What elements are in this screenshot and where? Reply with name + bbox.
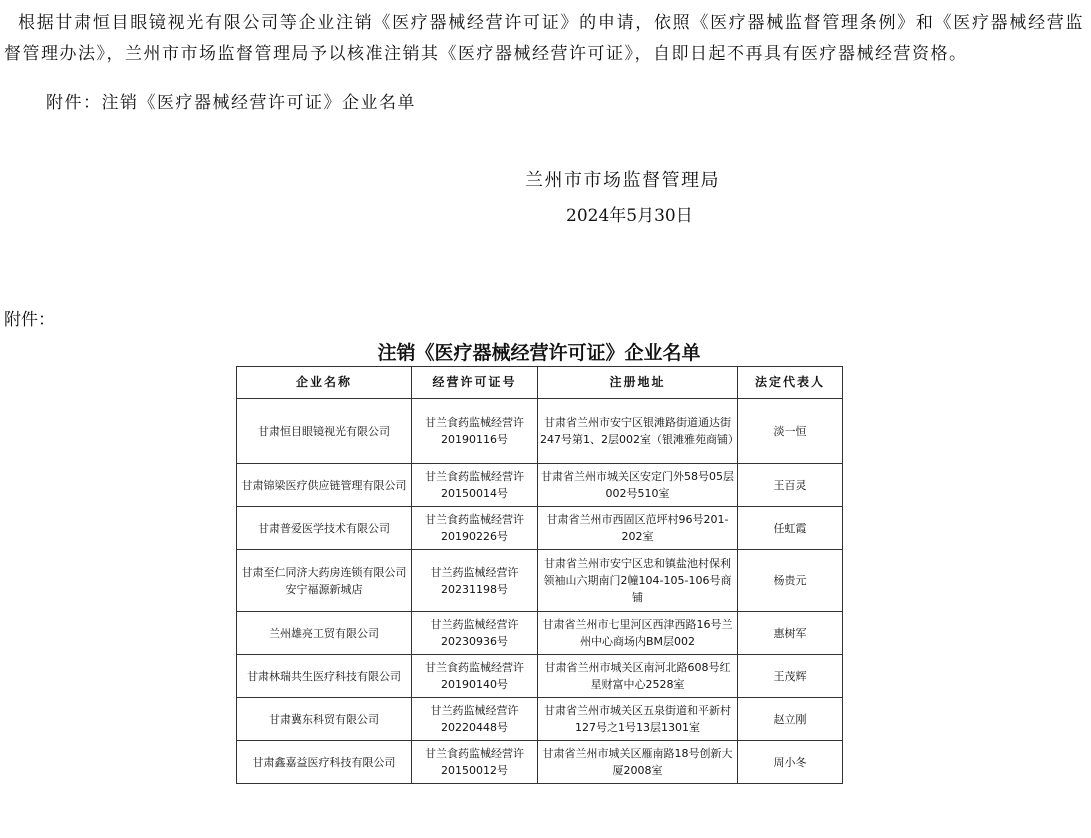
- table-row: [237, 464, 843, 507]
- list-title: 注销《医疗器械经营许可证》企业名单: [377, 342, 701, 364]
- company-name-cell: 甘肃至仁同济大药房连锁有限公司安宁福源新城店: [237, 550, 412, 612]
- company-name-cell: 甘肃锦梁医疗供应链管理有限公司: [237, 464, 412, 507]
- license-number-cell: 甘兰食药监械经营许20190140号: [412, 655, 538, 698]
- attachment-reference: 附件：注销《医疗器械经营许可证》企业名单: [46, 93, 416, 113]
- company-name-cell: 甘肃林瑞共生医疗科技有限公司: [237, 655, 412, 698]
- company-name-cell: 兰州雄亮工贸有限公司: [237, 612, 412, 655]
- license-number-cell: 甘兰药监械经营许20220448号: [412, 698, 538, 741]
- address-cell: 甘肃省兰州市城关区南河北路608号红星财富中心2528室: [538, 655, 738, 698]
- table-row: [237, 741, 843, 784]
- company-name-cell: 甘肃冀东科贸有限公司: [237, 698, 412, 741]
- table-row: [237, 550, 843, 612]
- header-license-number: 经营许可证号: [412, 367, 538, 399]
- issuing-authority: 兰州市市场监督管理局: [525, 170, 720, 191]
- table-row: [237, 399, 843, 464]
- table-row: [237, 655, 843, 698]
- company-name-cell: 甘肃普爱医学技术有限公司: [237, 507, 412, 550]
- representative-cell: 王茂辉: [738, 655, 843, 698]
- representative-cell: 赵立刚: [738, 698, 843, 741]
- issue-date: 2024年5月30日: [566, 206, 693, 226]
- license-number-cell: 甘兰食药监械经营许20190226号: [412, 507, 538, 550]
- license-number-cell: 甘兰药监械经营许20230936号: [412, 612, 538, 655]
- representative-cell: 杨贵元: [738, 550, 843, 612]
- license-number-cell: 甘兰药监械经营许20231198号: [412, 550, 538, 612]
- representative-cell: 惠树军: [738, 612, 843, 655]
- company-name-cell: 甘肃鑫嘉益医疗科技有限公司: [237, 741, 412, 784]
- header-company-name: 企业名称: [237, 367, 412, 399]
- address-cell: 甘肃省兰州市西固区范坪村96号201-202室: [538, 507, 738, 550]
- address-cell: 甘肃省兰州市城关区安定门外58号05层002号510室: [538, 464, 738, 507]
- table-row: [237, 507, 843, 550]
- address-cell: 甘肃省兰州市安宁区忠和镇盐池村保利领袖山六期南门2幢104-105-106号商铺: [538, 550, 738, 612]
- representative-cell: 淡一恒: [738, 399, 843, 464]
- representative-cell: 任虹霞: [738, 507, 843, 550]
- company-list-table: [236, 366, 843, 784]
- header-registered-address: 注册地址: [538, 367, 738, 399]
- license-number-cell: 甘兰食药监械经营许20190116号: [412, 399, 538, 464]
- table-header-row: [237, 367, 843, 399]
- representative-cell: 王百灵: [738, 464, 843, 507]
- license-number-cell: 甘兰食药监械经营许20150014号: [412, 464, 538, 507]
- attachment-label: 附件：: [4, 310, 55, 330]
- table-row: [237, 612, 843, 655]
- table-row: [237, 698, 843, 741]
- header-legal-representative: 法定代表人: [738, 367, 843, 399]
- company-name-cell: 甘肃恒目眼镜视光有限公司: [237, 399, 412, 464]
- address-cell: 甘肃省兰州市城关区雁南路18号创新大厦2008室: [538, 741, 738, 784]
- representative-cell: 周小冬: [738, 741, 843, 784]
- address-cell: 甘肃省兰州市七里河区西津西路16号兰州中心商场内BM层002: [538, 612, 738, 655]
- license-number-cell: 甘兰食药监械经营许20150012号: [412, 741, 538, 784]
- notice-body: 根据甘肃恒目眼镜视光有限公司等企业注销《医疗器械经营许可证》的申请，依照《医疗器械监督管理条例》和《医疗器械经营监督管理办法》，兰州市市场监督管理局予以核准注销其《医疗器械经营许可证》，自即日起不再具有医疗器械经营资格。: [4, 13, 1084, 64]
- address-cell: 甘肃省兰州市安宁区银滩路街道通达街247号第1、2层002室（银滩雅苑商铺）: [538, 399, 738, 464]
- address-cell: 甘肃省兰州市城关区五泉街道和平新村127号之1号13层1301室: [538, 698, 738, 741]
